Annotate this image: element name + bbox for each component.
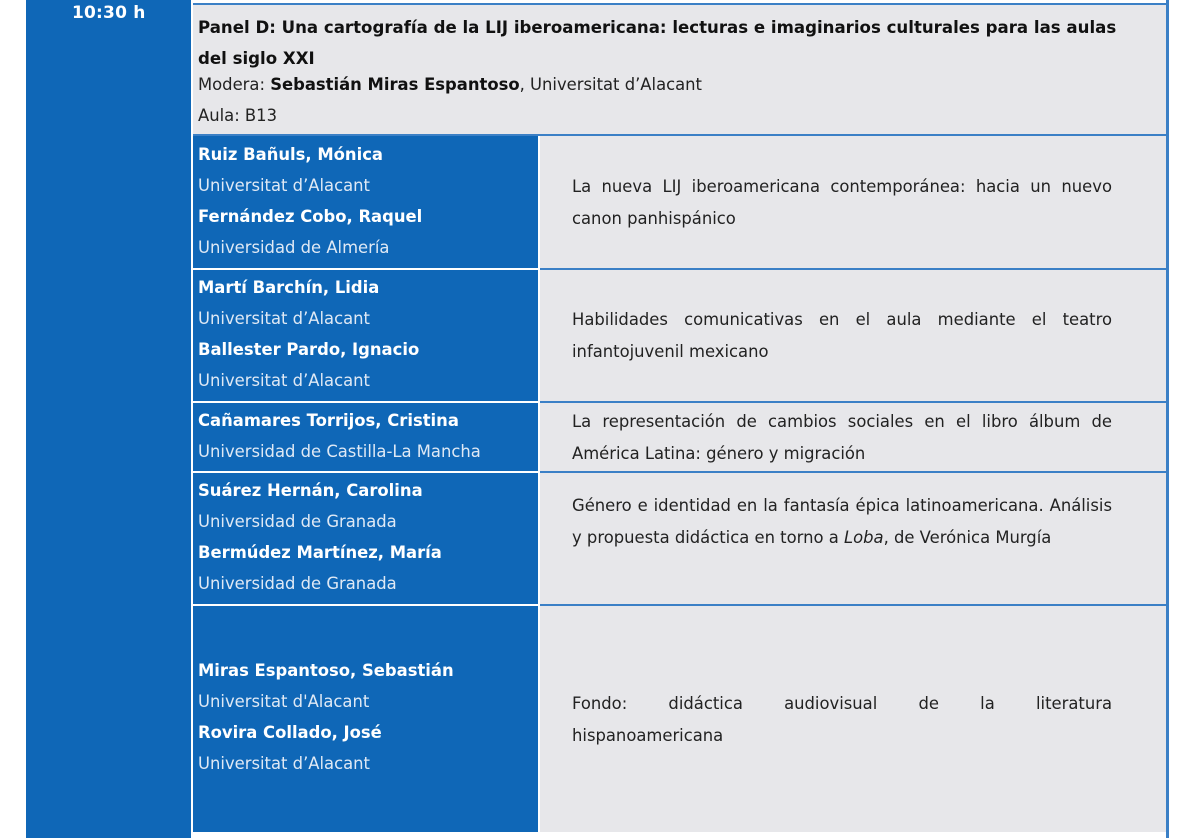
authors-cell: [193, 136, 538, 270]
session-row: [193, 136, 1168, 270]
author-name: Cañamares Torrijos, Cristina: [198, 411, 459, 430]
paper-title-cell: [540, 473, 1168, 606]
paper-title-line: Fondo: didáctica audiovisual de la literatura: [572, 694, 1112, 713]
panel-title: Panel D: Una cartografía de la LIJ iberoamericana: lecturas e imaginarios culturales para las aulas del siglo XXI: [198, 18, 1117, 68]
authors-cell: [193, 403, 538, 473]
paper-title: Habilidades comunicativas en el aula mediante el teatro infantojuvenil mexicano: [572, 310, 1112, 361]
paper-title-cell: [540, 606, 1168, 832]
session-row: [193, 403, 1168, 473]
paper-title-cell: [540, 270, 1168, 403]
author-institution: Universitat d'Alacant: [198, 692, 370, 711]
author-name: Ruiz Bañuls, Mónica: [198, 145, 383, 164]
author-institution: Universitat d’Alacant: [198, 371, 370, 390]
paper-title-cell: [540, 403, 1168, 473]
moderator-affiliation: , Universitat d’Alacant: [519, 75, 702, 94]
paper-title-text: , de Verónica Murgía: [883, 527, 1052, 547]
author-name: Suárez Hernán, Carolina: [198, 481, 423, 500]
author-institution: Universitat d’Alacant: [198, 176, 370, 195]
time-column: [26, 0, 191, 838]
author-institution: Universidad de Almería: [198, 238, 390, 257]
panel-room: Aula: B13: [198, 106, 278, 125]
moderator-line: [198, 75, 702, 94]
author-institution: Universidad de Granada: [198, 512, 397, 531]
author-name: Martí Barchín, Lidia: [198, 278, 380, 297]
author-name: Fernández Cobo, Raquel: [198, 207, 423, 226]
session-time: 10:30 h: [72, 3, 146, 23]
author-name: Ballester Pardo, Ignacio: [198, 340, 420, 359]
authors-cell: [193, 606, 538, 832]
table-right-border: [1166, 0, 1169, 838]
authors-cell: [193, 270, 538, 403]
paper-title: [572, 490, 1112, 553]
author-name: Rovira Collado, José: [198, 723, 382, 742]
author-institution: Universitat d’Alacant: [198, 754, 370, 773]
paper-title: La nueva LIJ iberoamericana contemporánea: hacia un nuevo canon panhispánico: [572, 177, 1112, 228]
session-row: [193, 270, 1168, 403]
author-name: Miras Espantoso, Sebastián: [198, 661, 454, 680]
paper-title-text: Género e identidad en la fantasía épica latinoamericana. Análisis y propuesta didáctica en torno a: [572, 496, 1112, 547]
session-row: [193, 473, 1168, 606]
book-title: Loba: [843, 527, 884, 547]
paper-title-line: hispanoamericana: [572, 725, 724, 745]
panel-header: [193, 5, 1168, 136]
moderator-prefix: Modera:: [198, 75, 271, 94]
author-institution: Universidad de Granada: [198, 574, 397, 593]
paper-title: La representación de cambios sociales en el libro álbum de América Latina: género y migración: [572, 412, 1112, 463]
authors-cell: [193, 473, 538, 606]
moderator-name: Sebastián Miras Espantoso: [270, 75, 520, 94]
session-row: [193, 606, 1168, 832]
paper-title-cell: [540, 136, 1168, 270]
author-institution: Universidad de Castilla-La Mancha: [198, 442, 481, 461]
author-institution: Universitat d’Alacant: [198, 309, 370, 328]
author-name: Bermúdez Martínez, María: [198, 543, 442, 562]
paper-title: [572, 688, 1112, 751]
